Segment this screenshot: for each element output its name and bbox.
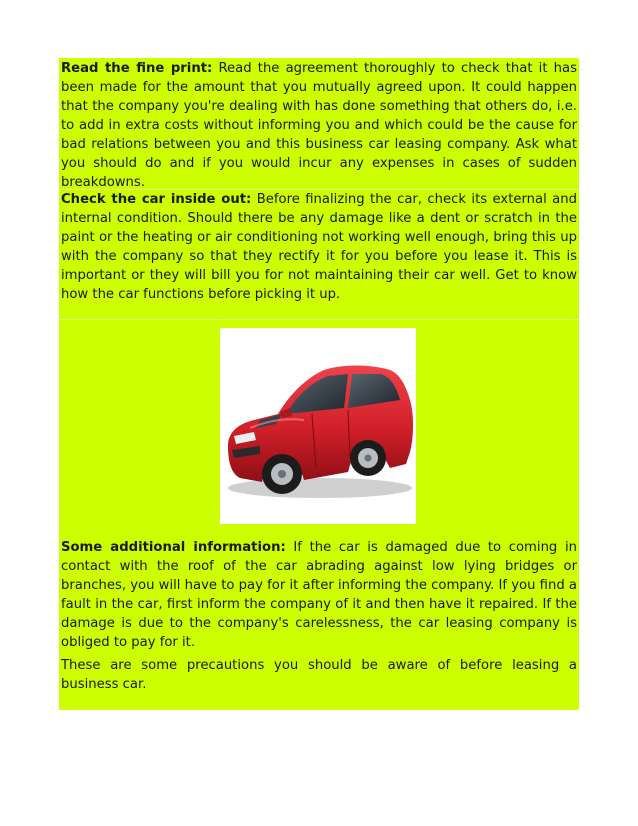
section-car-image bbox=[59, 319, 579, 536]
heading-fine-print: Read the fine print: bbox=[61, 61, 213, 76]
paragraph-additional bbox=[61, 538, 577, 652]
body-fine-print: Read the agreement thoroughly to check that it has been made for the amount that you mutually agreed upon. It could happen that the company you're dealing with has done something that others do, i.e. to add in extra costs without informing you and which could be the cause for bad relations between you and this business car leasing company. Ask what you should do and if you would incur any expenses in cases of sudden breakdowns. bbox=[61, 61, 577, 190]
heading-additional: Some additional information: bbox=[61, 540, 286, 555]
section-fine-print bbox=[59, 58, 579, 189]
paragraph-check-car bbox=[61, 190, 577, 304]
body-check-car: Before finalizing the car, check its external and internal condition. Should there be any damage like a dent or scratch in the paint or the heating or air conditioning not working well enough, bring this up with the company so that they rectify it for you before you lease it. This is important or they will bill you for not maintaining their car well. Get to know how the car functions before picking it up. bbox=[61, 192, 577, 302]
paragraph-fine-print bbox=[61, 59, 577, 192]
red-sedan-car-image bbox=[220, 328, 416, 524]
body-additional: If the car is damaged due to coming in contact with the roof of the car abrading against low lying bridges or branches, you will have to pay for it after informing the company. If you find a fault in the car, first inform the company of it and then have it repaired. If the damage is due to the company's carelessness, the car leasing company is obliged to pay for it. bbox=[61, 540, 577, 650]
heading-check-car: Check the car inside out: bbox=[61, 192, 252, 207]
section-check-car bbox=[59, 189, 579, 319]
section-additional bbox=[59, 536, 579, 710]
document-page bbox=[59, 58, 579, 712]
paragraph-closing: These are some precautions you should be aware of before leasing a business car. bbox=[61, 658, 577, 692]
